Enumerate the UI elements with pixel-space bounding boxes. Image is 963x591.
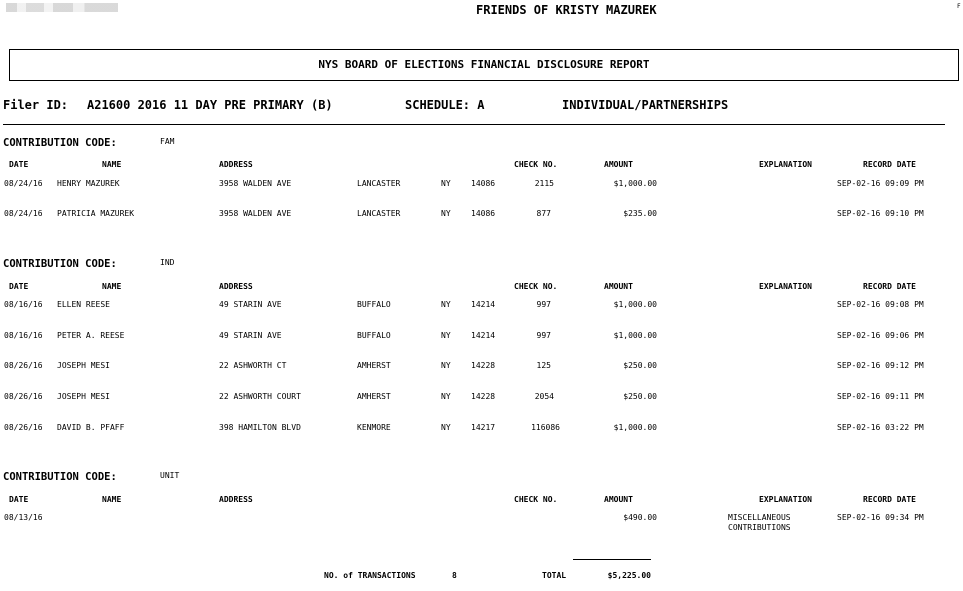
cell-check-no: 116086 — [531, 423, 560, 432]
col-check-no: CHECK NO. — [514, 495, 558, 504]
cell-zip: 14228 — [471, 361, 496, 370]
cell-date: 08/26/16 — [4, 361, 43, 370]
cell-amount: $250.00 — [623, 361, 657, 370]
col-record-date: RECORD DATE — [863, 282, 916, 291]
col-check-no: CHECK NO. — [514, 282, 558, 291]
schedule-category: INDIVIDUAL/PARTNERSHIPS — [562, 98, 729, 112]
cell-record-date: SEP-02-16 03:22 PM — [837, 423, 924, 432]
cell-address: 49 STARIN AVE — [219, 300, 282, 309]
cell-name: DAVID B. PFAFF — [57, 423, 125, 432]
cell-city: KENMORE — [357, 423, 391, 432]
cell-date: 08/26/16 — [4, 392, 43, 401]
cell-city: LANCASTER — [357, 179, 401, 188]
cell-date: 08/13/16 — [4, 513, 43, 522]
cell-name: PETER A. REESE — [57, 331, 125, 340]
col-name: NAME — [102, 495, 122, 504]
cell-state: NY — [441, 331, 451, 340]
cell-record-date: SEP-02-16 09:11 PM — [837, 392, 924, 401]
filer-id: A21600 2016 11 DAY PRE PRIMARY (B) — [87, 98, 333, 112]
cell-name: PATRICIA MAZUREK — [57, 209, 135, 218]
cell-city: BUFFALO — [357, 331, 391, 340]
cell-date: 08/24/16 — [4, 209, 43, 218]
cell-address: 3958 WALDEN AVE — [219, 209, 292, 218]
col-amount: AMOUNT — [604, 495, 633, 504]
cell-explanation-line2: CONTRIBUTIONS — [728, 523, 791, 532]
col-date: DATE — [9, 282, 29, 291]
cell-date: 08/16/16 — [4, 331, 43, 340]
cell-zip: 14086 — [471, 179, 496, 188]
contribution-code-label: CONTRIBUTION CODE: — [3, 258, 117, 270]
cell-check-no: 2054 — [534, 392, 554, 401]
schedule-label: SCHEDULE: A — [405, 98, 485, 112]
cell-date: 08/16/16 — [4, 300, 43, 309]
cell-check-no: 877 — [536, 209, 551, 218]
col-record-date: RECORD DATE — [863, 160, 916, 169]
col-explanation: EXPLANATION — [759, 282, 812, 291]
report-title: NYS BOARD OF ELECTIONS FINANCIAL DISCLOSURE REPORT — [318, 58, 650, 71]
cell-name: ELLEN REESE — [57, 300, 110, 309]
cell-date: 08/24/16 — [4, 179, 43, 188]
cell-address: 22 ASHWORTH COURT — [219, 392, 301, 401]
contribution-code-value: FAM — [160, 137, 175, 146]
filer-label: Filer ID: — [3, 98, 69, 112]
cell-record-date: SEP-02-16 09:06 PM — [837, 331, 924, 340]
corner-mark: F — [957, 3, 961, 10]
transactions-count: 8 — [452, 571, 457, 580]
cell-address: 3958 WALDEN AVE — [219, 179, 292, 188]
total-amount: $5,225.00 — [607, 571, 651, 580]
cell-record-date: SEP-02-16 09:08 PM — [837, 300, 924, 309]
cell-amount: $1,000.00 — [613, 179, 657, 188]
header-rule — [3, 124, 945, 125]
cell-amount: $1,000.00 — [613, 300, 657, 309]
cell-record-date: SEP-02-16 09:09 PM — [837, 179, 924, 188]
cell-state: NY — [441, 179, 451, 188]
cell-address: 49 STARIN AVE — [219, 331, 282, 340]
cell-check-no: 997 — [536, 331, 551, 340]
cell-record-date: SEP-02-16 09:34 PM — [837, 513, 924, 522]
cell-state: NY — [441, 361, 451, 370]
cell-state: NY — [441, 209, 451, 218]
col-record-date: RECORD DATE — [863, 495, 916, 504]
redacted-header-text — [6, 3, 118, 12]
cell-city: AMHERST — [357, 361, 391, 370]
contribution-code-value: UNIT — [160, 471, 180, 480]
cell-record-date: SEP-02-16 09:12 PM — [837, 361, 924, 370]
col-date: DATE — [9, 495, 29, 504]
cell-state: NY — [441, 392, 451, 401]
col-explanation: EXPLANATION — [759, 495, 812, 504]
cell-city: LANCASTER — [357, 209, 401, 218]
col-date: DATE — [9, 160, 29, 169]
cell-name: JOSEPH MESI — [57, 361, 110, 370]
col-name: NAME — [102, 160, 122, 169]
cell-zip: 14214 — [471, 331, 496, 340]
cell-record-date: SEP-02-16 09:10 PM — [837, 209, 924, 218]
transactions-label: NO. of TRANSACTIONS — [324, 571, 416, 580]
col-explanation: EXPLANATION — [759, 160, 812, 169]
col-check-no: CHECK NO. — [514, 160, 558, 169]
col-name: NAME — [102, 282, 122, 291]
cell-amount: $1,000.00 — [613, 331, 657, 340]
cell-address: 398 HAMILTON BLVD — [219, 423, 301, 432]
col-amount: AMOUNT — [604, 282, 633, 291]
col-address: ADDRESS — [219, 282, 253, 291]
col-amount: AMOUNT — [604, 160, 633, 169]
committee-name: FRIENDS OF KRISTY MAZUREK — [476, 3, 657, 17]
cell-explanation-line1: MISCELLANEOUS — [728, 513, 791, 522]
cell-zip: 14214 — [471, 300, 496, 309]
cell-state: NY — [441, 423, 451, 432]
cell-check-no: 2115 — [534, 179, 554, 188]
cell-amount: $250.00 — [623, 392, 657, 401]
cell-name: HENRY MAZUREK — [57, 179, 120, 188]
cell-zip: 14228 — [471, 392, 496, 401]
cell-state: NY — [441, 300, 451, 309]
total-rule — [573, 559, 651, 560]
contribution-code-label: CONTRIBUTION CODE: — [3, 471, 117, 483]
cell-amount: $235.00 — [623, 209, 657, 218]
contribution-code-label: CONTRIBUTION CODE: — [3, 137, 117, 149]
cell-address: 22 ASHWORTH CT — [219, 361, 287, 370]
report-title-box — [9, 49, 959, 81]
contribution-code-value: IND — [160, 258, 175, 267]
cell-city: BUFFALO — [357, 300, 391, 309]
cell-city: AMHERST — [357, 392, 391, 401]
cell-name: JOSEPH MESI — [57, 392, 110, 401]
cell-zip: 14086 — [471, 209, 496, 218]
cell-amount: $1,000.00 — [613, 423, 657, 432]
cell-check-no: 997 — [536, 300, 551, 309]
col-address: ADDRESS — [219, 495, 253, 504]
total-label: TOTAL — [542, 571, 567, 580]
cell-date: 08/26/16 — [4, 423, 43, 432]
cell-zip: 14217 — [471, 423, 496, 432]
cell-check-no: 125 — [536, 361, 551, 370]
col-address: ADDRESS — [219, 160, 253, 169]
cell-amount: $490.00 — [623, 513, 657, 522]
